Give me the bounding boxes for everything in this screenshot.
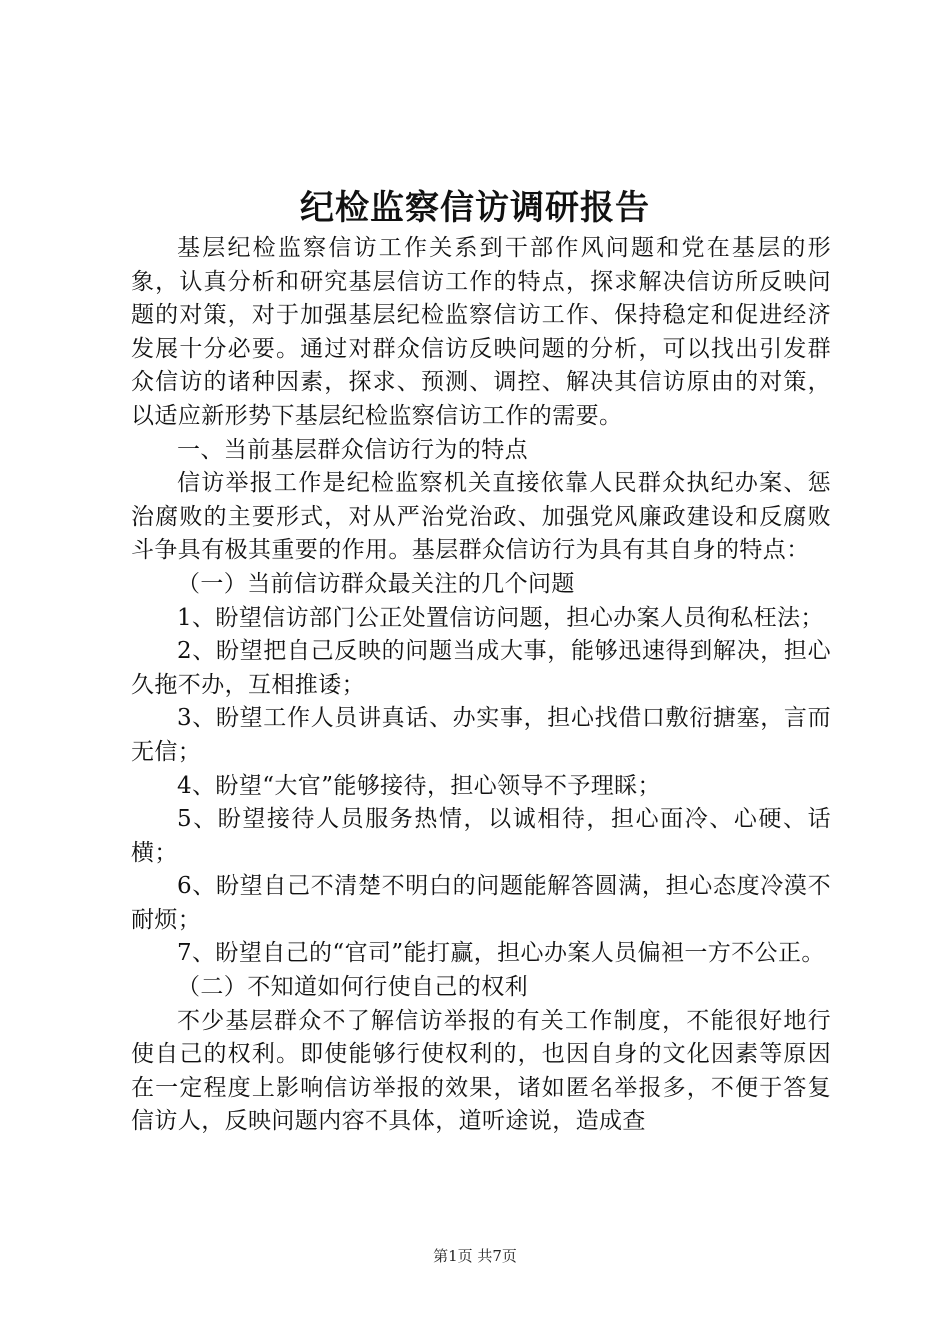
section-heading-1: 一、当前基层群众信访行为的特点 bbox=[177, 436, 528, 463]
document-title: 纪检监察信访调研报告 bbox=[300, 188, 650, 228]
list-item-6: 6、盼望自己不清楚不明白的问题能解答圆满，担心态度冷漠不耐烦； bbox=[131, 873, 831, 933]
list-item-3: 3、盼望工作人员讲真话、办实事，担心找借口敷衍搪塞，言而无信； bbox=[131, 705, 831, 765]
document-body bbox=[131, 232, 831, 1139]
list-item-7: 7、盼望自己的“官司”能打赢，担心办案人员偏袒一方不公正。 bbox=[177, 940, 825, 967]
list-item-1: 1、盼望信访部门公正处置信访问题，担心办案人员徇私枉法； bbox=[177, 604, 824, 631]
page-footer: 第1页 共7页 bbox=[433, 1247, 517, 1265]
subsection-heading-1: （一）当前信访群众最关注的几个问题 bbox=[177, 570, 575, 597]
paragraph-subsection-2: 不少基层群众不了解信访举报的有关工作制度，不能很好地行使自己的权利。即使能够行使权利的，也因自身的文化因素等原因在一定程度上影响信访举报的效果，诸如匿名举报多，不便于答复信访人，反映问题内容不具体，道听途说，造成查 bbox=[131, 1007, 831, 1135]
list-item-5: 5、盼望接待人员服务热情，以诚相待，担心面冷、心硬、话横； bbox=[131, 806, 831, 866]
subsection-heading-2: （二）不知道如何行使自己的权利 bbox=[177, 974, 528, 1001]
list-item-4: 4、盼望“大官”能够接待，担心领导不予理睬； bbox=[177, 772, 661, 799]
paragraph-section-1: 信访举报工作是纪检监察机关直接依靠人民群众执纪办案、惩治腐败的主要形式，对从严治党治政、加强党风廉政建设和反腐败斗争具有极其重要的作用。基层群众信访行为具有其自身的特点： bbox=[131, 470, 831, 564]
list-item-2: 2、盼望把自己反映的问题当成大事，能够迅速得到解决，担心久拖不办，互相推诿； bbox=[131, 638, 831, 698]
paragraph-intro: 基层纪检监察信访工作关系到干部作风问题和党在基层的形象，认真分析和研究基层信访工作的特点，探求解决信访所反映问题的对策，对于加强基层纪检监察信访工作、保持稳定和促进经济发展十分必要。通过对群众信访反映问题的分析，可以找出引发群众信访的诸种因素，探求、预测、调控、解决其信访原由的对策，以适应新形势下基层纪检监察信访工作的需要。 bbox=[131, 235, 831, 429]
